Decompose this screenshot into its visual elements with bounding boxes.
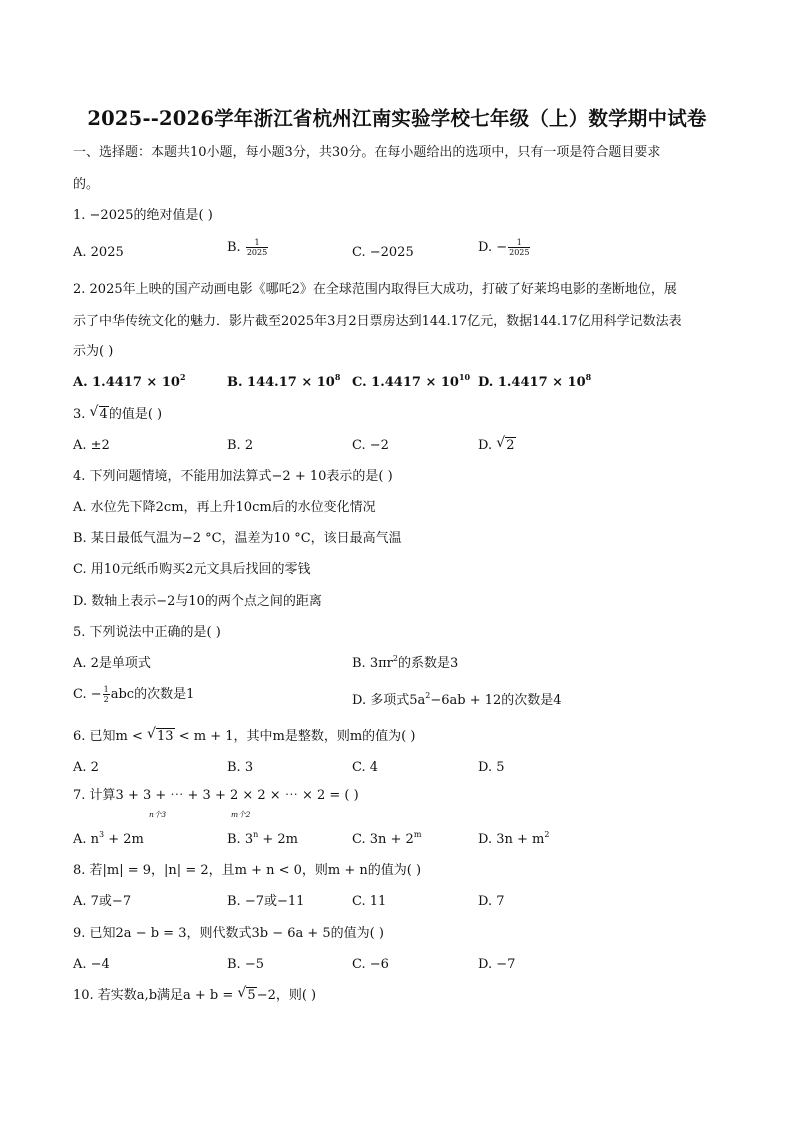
question-4-stem: 4. 下列问题情境，不能用加法算式−2 + 10表示的是( ) bbox=[73, 469, 393, 484]
q2-option-a: A. $1.4417 \times 10^2$ bbox=[73, 372, 186, 390]
q5-option-d: D. 多项式$5a^2-6ab + 12$的次数是4 bbox=[352, 691, 562, 708]
q6-option-b: B. 3 bbox=[227, 760, 254, 775]
question-2-line3: 示为( ) bbox=[73, 344, 114, 359]
q3-option-d: D. √ 2 bbox=[478, 435, 515, 453]
q2-option-c: C. $1.4417 \times 10^{10}$ bbox=[352, 372, 471, 390]
q1-option-b: B. $\frac{1}{2025}$ bbox=[227, 238, 268, 257]
q2-option-b: B. $144.17 \times 10^8$ bbox=[227, 372, 341, 390]
q7-option-a: A. $n^3 + 2m$ bbox=[73, 830, 144, 847]
q5-option-c: C. − $\frac{1}{2}$ abc的次数是1 bbox=[73, 685, 195, 704]
q3-option-c: C. −2 bbox=[352, 438, 389, 453]
q7-underbrace-label-1: n个3 bbox=[149, 810, 167, 819]
exam-title: 2025--2026学年浙江省杭州江南实验学校七年级（上）数学期中试卷 bbox=[87, 107, 707, 130]
q7-option-b: B. $3^n + 2m$ bbox=[227, 830, 299, 847]
question-1-stem: 1. −2025的绝对值是( ) bbox=[73, 208, 213, 223]
question-2-line1: 2. 2025年上映的国产动画电影《哪吒2》在全球范围内取得巨大成功，打破了好莱坞电影的垄断地位，展 bbox=[73, 282, 677, 297]
q3-option-a: A. ±2 bbox=[73, 438, 110, 453]
q1-option-a: A. 2025 bbox=[73, 245, 124, 260]
q8-option-d: D. 7 bbox=[478, 894, 505, 909]
question-6-stem: 6. 已知m < √ 13 < m + 1，其中m是整数，则m的值为( ) bbox=[73, 726, 416, 744]
q2-option-d: D. $1.4417 \times 10^8$ bbox=[478, 372, 592, 390]
q6-option-a: A. 2 bbox=[73, 760, 99, 775]
q4-option-c: C. 用10元纸币购买2元文具后找回的零钱 bbox=[73, 562, 311, 577]
q7-option-c: C. $3n + 2^m$ bbox=[352, 830, 422, 847]
question-9-stem: 9. 已知2a − b = 3，则代数式3b − 6a + 5的值为( ) bbox=[73, 926, 384, 941]
q5-option-a: A. 2是单项式 bbox=[73, 656, 151, 671]
question-8-stem: 8. 若|m| = 9，|n| = 2，且m + n < 0，则m + n的值为( ) bbox=[73, 863, 422, 878]
section-heading-line2: 的。 bbox=[73, 177, 100, 192]
q8-option-a: A. 7或−7 bbox=[73, 894, 132, 909]
q9-option-a: A. −4 bbox=[73, 957, 110, 972]
q4-option-b: B. 某日最低气温为−2 °C，温差为10 °C，该日最高气温 bbox=[73, 531, 402, 546]
q9-option-b: B. −5 bbox=[227, 957, 264, 972]
q8-option-c: C. 11 bbox=[352, 894, 387, 909]
q6-option-c: C. 4 bbox=[352, 760, 379, 775]
question-2-line2: 示了中华传统文化的魅力．影片截至2025年3月2日票房达到144.17亿元，数据144.17亿用科学记数法表 bbox=[73, 314, 682, 329]
question-7-stem: 7. 计算3 + 3 + ⋯ + 3 + 2 × 2 × ⋯ × 2 = ( ) bbox=[73, 788, 359, 803]
q7-underbrace-label-2: m个2 bbox=[231, 810, 251, 819]
section-heading-line1: 一、选择题：本题共10小题，每小题3分，共30分。在每小题给出的选项中，只有一项是符合题目要求 bbox=[73, 145, 661, 160]
q7-option-d: D. $3n + m^2$ bbox=[478, 830, 550, 847]
q6-option-d: D. 5 bbox=[478, 760, 505, 775]
q1-option-c: C. −2025 bbox=[352, 245, 414, 260]
question-10-stem: 10. 若实数a,b满足a + b = √ 5−2，则( ) bbox=[73, 985, 317, 1003]
q9-option-d: D. −7 bbox=[478, 957, 516, 972]
q8-option-b: B. −7或−11 bbox=[227, 894, 305, 909]
q4-option-a: A. 水位先下降2cm，再上升10cm后的水位变化情况 bbox=[73, 500, 376, 515]
question-3-stem: 3. √ 4的值是( ) bbox=[73, 404, 163, 422]
q3-option-b: B. 2 bbox=[227, 438, 254, 453]
q1-option-d: D. − $\frac{1}{2025}$ bbox=[478, 238, 530, 257]
question-5-stem: 5. 下列说法中正确的是( ) bbox=[73, 625, 221, 640]
q4-option-d: D. 数轴上表示−2与10的两个点之间的距离 bbox=[73, 594, 322, 609]
q5-option-b: B. $3\pi r^2$的系数是3 bbox=[352, 654, 459, 671]
q9-option-c: C. −6 bbox=[352, 957, 389, 972]
